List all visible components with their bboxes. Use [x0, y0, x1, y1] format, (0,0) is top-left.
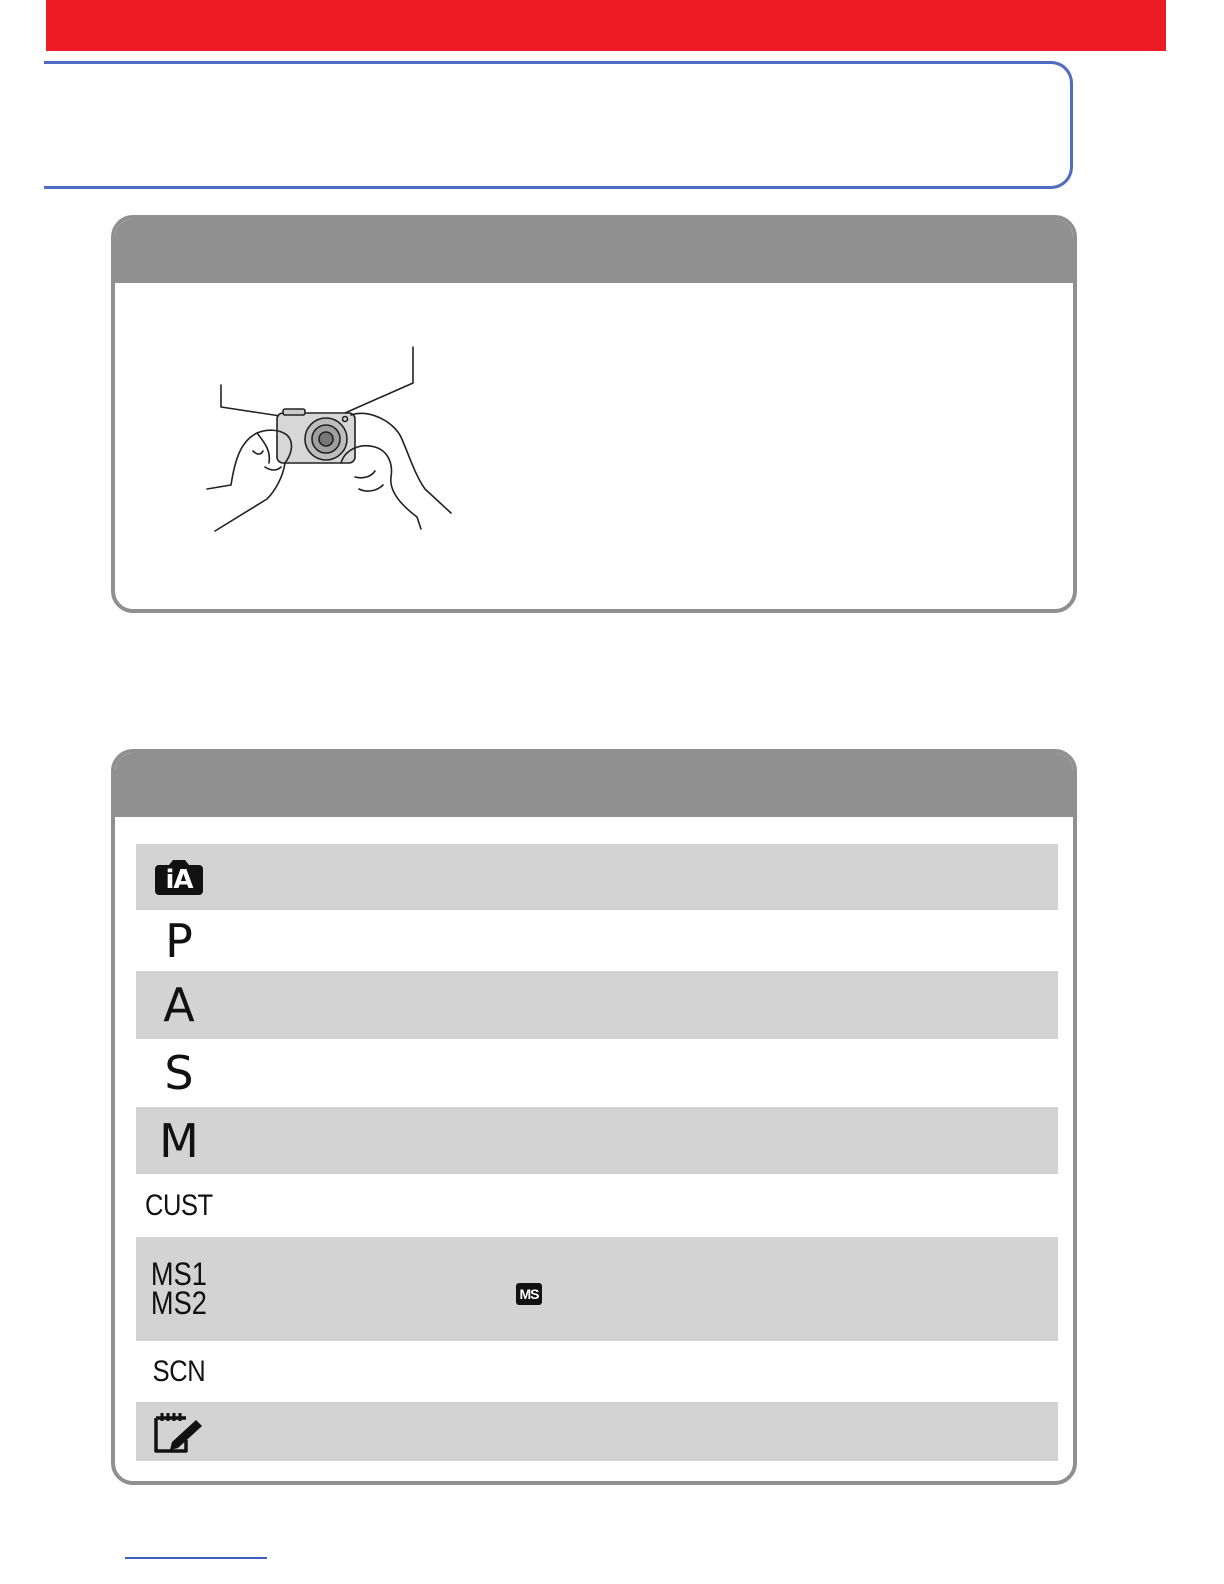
clipboard-icon: [136, 1402, 222, 1461]
mode-row-shutter-priority: [136, 1039, 1058, 1107]
mode-label-line2: MS2: [151, 1285, 207, 1321]
mode-row-custom: [136, 1174, 1058, 1237]
custom-mode-icon: [136, 1174, 222, 1237]
recording-modes-panel: [111, 749, 1077, 1485]
manual-exposure-icon: [136, 1107, 222, 1174]
my-scene-icon: [136, 1237, 222, 1341]
mode-label: P: [165, 913, 193, 968]
bottom-link-underline: [125, 1557, 267, 1559]
shutter-priority-icon: [136, 1039, 222, 1107]
ms-badge-icon: MS: [516, 1283, 542, 1305]
mode-label: iA: [165, 865, 193, 895]
panel-header: [115, 219, 1073, 283]
scene-mode-icon: [136, 1341, 222, 1402]
aperture-priority-icon: [136, 971, 222, 1039]
mode-label: CUST: [145, 1188, 213, 1222]
mode-label: SCN: [152, 1354, 206, 1388]
mode-row-program: [136, 910, 1058, 971]
panel-header: [115, 753, 1073, 817]
mode-label-line1: MS1: [151, 1255, 207, 1292]
title-frame: [44, 61, 1073, 189]
mode-label: A: [163, 978, 195, 1032]
mode-row-manual: [136, 1107, 1058, 1174]
intelligent-auto-icon: [136, 844, 222, 910]
camera-holding-panel: [111, 215, 1077, 613]
program-ae-icon: [136, 910, 222, 971]
mode-row-my-scene: [136, 1237, 1058, 1341]
mode-row-aperture-priority: [136, 971, 1058, 1039]
mode-row-clipboard: [136, 1402, 1058, 1461]
mode-label: S: [164, 1046, 194, 1100]
mode-label: M: [159, 1113, 199, 1168]
mode-row-intelligent-auto: [136, 844, 1058, 910]
mode-row-scene: [136, 1341, 1058, 1402]
hands-holding-camera-illustration: [195, 339, 455, 539]
top-color-bar: [46, 0, 1166, 51]
